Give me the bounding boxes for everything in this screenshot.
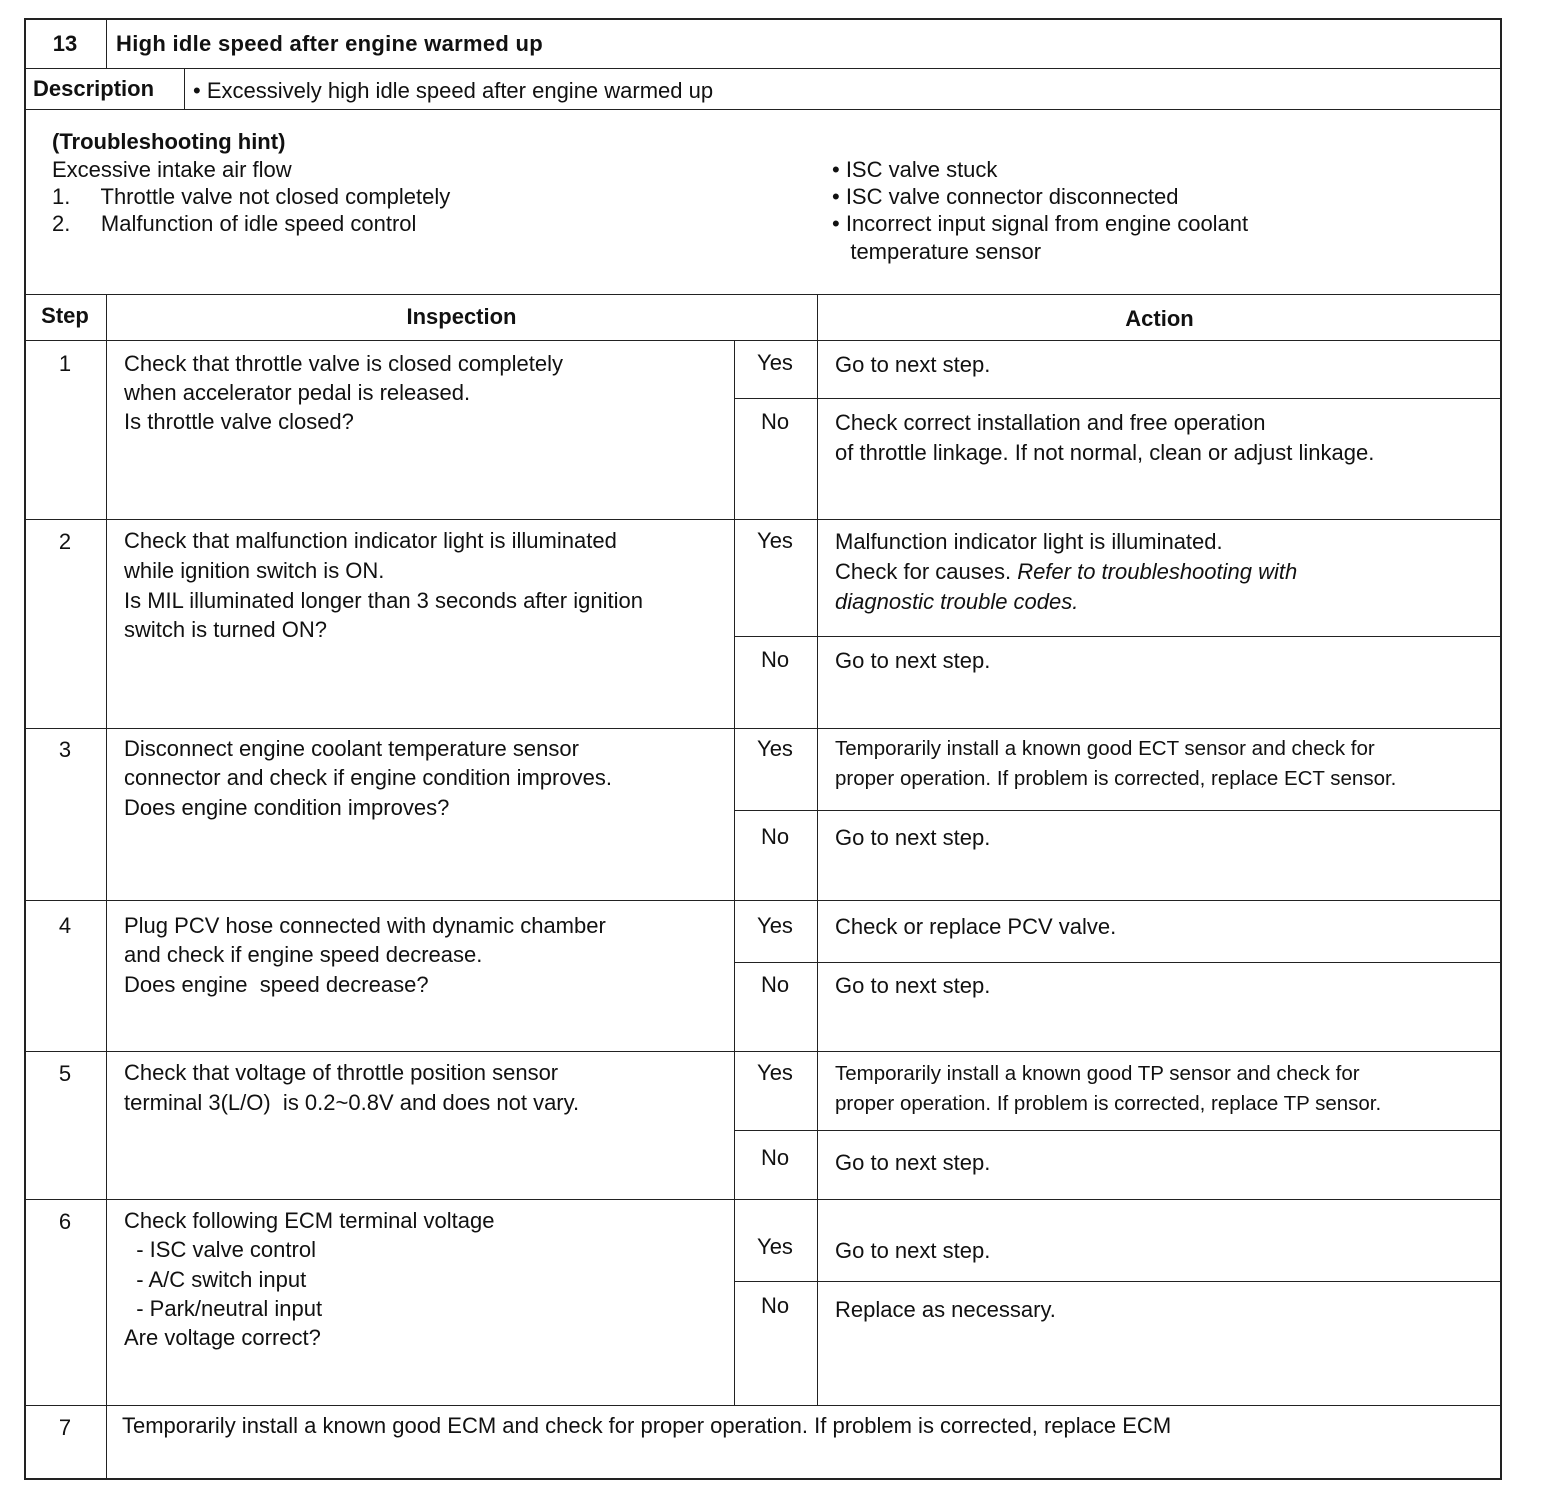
no-label: No xyxy=(760,1293,790,1318)
rule-step-5-bottom xyxy=(24,1199,1502,1200)
step-inspection-line: Is throttle valve closed? xyxy=(124,409,354,434)
yes-action-reference: diagnostic trouble codes. xyxy=(835,589,1079,614)
yes-label: Yes xyxy=(757,350,793,375)
description-label: Description xyxy=(33,76,155,101)
rule-step-1-split xyxy=(734,398,1502,399)
step-number: 4 xyxy=(58,913,72,938)
yes-action-line: Go to next step. xyxy=(835,352,991,377)
rule-step-1-bottom xyxy=(24,519,1502,520)
rule-step-6-split xyxy=(734,1281,1502,1282)
yes-label: Yes xyxy=(757,736,793,761)
yes-label: Yes xyxy=(757,528,793,553)
step-inspection-line: connector and check if engine condition improves. xyxy=(124,765,612,790)
step-inspection-line: when accelerator pedal is released. xyxy=(124,380,471,405)
yes-action-line: Check or replace PCV valve. xyxy=(835,914,1117,939)
hint-left-line: 2. Malfunction of idle speed control xyxy=(52,211,417,236)
step-inspection-line: Disconnect engine coolant temperature sensor xyxy=(124,736,579,761)
yes-action-prefix: Check for causes. xyxy=(835,559,1018,584)
yes-action-line xyxy=(835,557,1297,586)
yes-action-line: Go to next step. xyxy=(835,1238,991,1263)
hint-right-line: temperature sensor xyxy=(832,239,1042,264)
no-action-line: Check correct installation and free operation xyxy=(835,410,1266,435)
step-inspection-line: Check that throttle valve is closed completely xyxy=(124,351,563,376)
no-label: No xyxy=(760,409,790,434)
final-step-text: Temporarily install a known good ECM and check for proper operation. If problem is corrected, replace ECM xyxy=(122,1413,1172,1438)
step-inspection-line: and check if engine speed decrease. xyxy=(124,942,483,967)
step-number: 7 xyxy=(58,1415,72,1440)
rule-step-3-split xyxy=(734,810,1502,811)
step-number: 2 xyxy=(58,529,72,554)
yes-label: Yes xyxy=(757,1234,793,1259)
hint-heading: (Troubleshooting hint) xyxy=(52,129,286,154)
rule-header-number xyxy=(106,18,107,68)
hint-right-line: • ISC valve stuck xyxy=(832,157,998,182)
hint-right-line: • ISC valve connector disconnected xyxy=(832,184,1179,209)
rule-step-4-bottom xyxy=(24,1051,1502,1052)
no-action-line: Go to next step. xyxy=(835,1150,991,1175)
step-inspection-line: - Park/neutral input xyxy=(124,1296,323,1321)
no-label: No xyxy=(760,647,790,672)
step-number: 1 xyxy=(58,351,72,376)
step-inspection-line: Check that malfunction indicator light is illuminated xyxy=(124,528,617,553)
yes-action-line: Malfunction indicator light is illuminated. xyxy=(835,529,1223,554)
yes-action-reference: Refer to troubleshooting with xyxy=(1017,559,1298,584)
no-label: No xyxy=(760,1145,790,1170)
step-inspection-line: switch is turned ON? xyxy=(124,617,327,642)
rule-header-bottom xyxy=(24,68,1502,69)
rule-action-column xyxy=(817,340,818,1405)
column-header-inspection: Inspection xyxy=(406,304,517,329)
step-number: 3 xyxy=(58,737,72,762)
step-inspection-line: - A/C switch input xyxy=(124,1267,307,1292)
step-inspection-line: Are voltage correct? xyxy=(124,1325,321,1350)
no-action-line: of throttle linkage. If not normal, clean or adjust linkage. xyxy=(835,440,1375,465)
step-inspection-line: terminal 3(L/O) is 0.2~0.8V and does not vary. xyxy=(124,1090,580,1115)
step-inspection-line: Does engine condition improves? xyxy=(124,795,450,820)
step-inspection-line: Check following ECM terminal voltage xyxy=(124,1208,495,1233)
hint-right-line: • Incorrect input signal from engine coolant xyxy=(832,211,1249,236)
hint-left-line: Excessive intake air flow xyxy=(52,157,292,182)
no-label: No xyxy=(760,824,790,849)
step-inspection-line: Is MIL illuminated longer than 3 seconds after ignition xyxy=(124,588,643,613)
column-header-action: Action xyxy=(1125,306,1194,331)
rule-step-4-split xyxy=(734,962,1502,963)
yes-action-line: Temporarily install a known good TP sensor and check for xyxy=(835,1062,1360,1085)
no-action-line: Go to next step. xyxy=(835,825,991,850)
yes-action-line: proper operation. If problem is corrected, replace ECT sensor. xyxy=(835,767,1397,790)
hint-left-line: 1. Throttle valve not closed completely xyxy=(52,184,451,209)
no-action-line: Go to next step. xyxy=(835,973,991,998)
rule-description-label xyxy=(184,68,185,109)
step-inspection-line: while ignition switch is ON. xyxy=(124,558,385,583)
rule-step-2-split xyxy=(734,636,1502,637)
no-action-line: Go to next step. xyxy=(835,648,991,673)
column-header-step: Step xyxy=(41,303,89,328)
step-inspection-line: Does engine speed decrease? xyxy=(124,972,429,997)
no-action-line: Replace as necessary. xyxy=(835,1297,1056,1322)
yes-label: Yes xyxy=(757,913,793,938)
rule-hint-bottom xyxy=(24,294,1502,295)
description-text: • Excessively high idle speed after engine warmed up xyxy=(193,78,714,103)
rule-step-3-bottom xyxy=(24,900,1502,901)
rule-description-bottom xyxy=(24,109,1502,110)
no-label: No xyxy=(760,972,790,997)
rule-step-2-bottom xyxy=(24,728,1502,729)
page-title: High idle speed after engine warmed up xyxy=(116,31,544,56)
rule-step-5-split xyxy=(734,1130,1502,1131)
step-inspection-line: Plug PCV hose connected with dynamic chamber xyxy=(124,913,606,938)
yes-action-line: Temporarily install a known good ECT sensor and check for xyxy=(835,737,1375,760)
problem-number: 13 xyxy=(52,31,78,56)
step-inspection-line: Check that voltage of throttle position sensor xyxy=(124,1060,559,1085)
yes-label: Yes xyxy=(757,1060,793,1085)
step-number: 6 xyxy=(58,1209,72,1234)
rule-step-6-bottom xyxy=(24,1405,1502,1406)
step-inspection-line: - ISC valve control xyxy=(124,1237,316,1262)
step-number: 5 xyxy=(58,1061,72,1086)
rule-step-column xyxy=(106,294,107,1480)
yes-action-line: proper operation. If problem is corrected, replace TP sensor. xyxy=(835,1092,1382,1115)
rule-columns-bottom xyxy=(24,340,1502,341)
